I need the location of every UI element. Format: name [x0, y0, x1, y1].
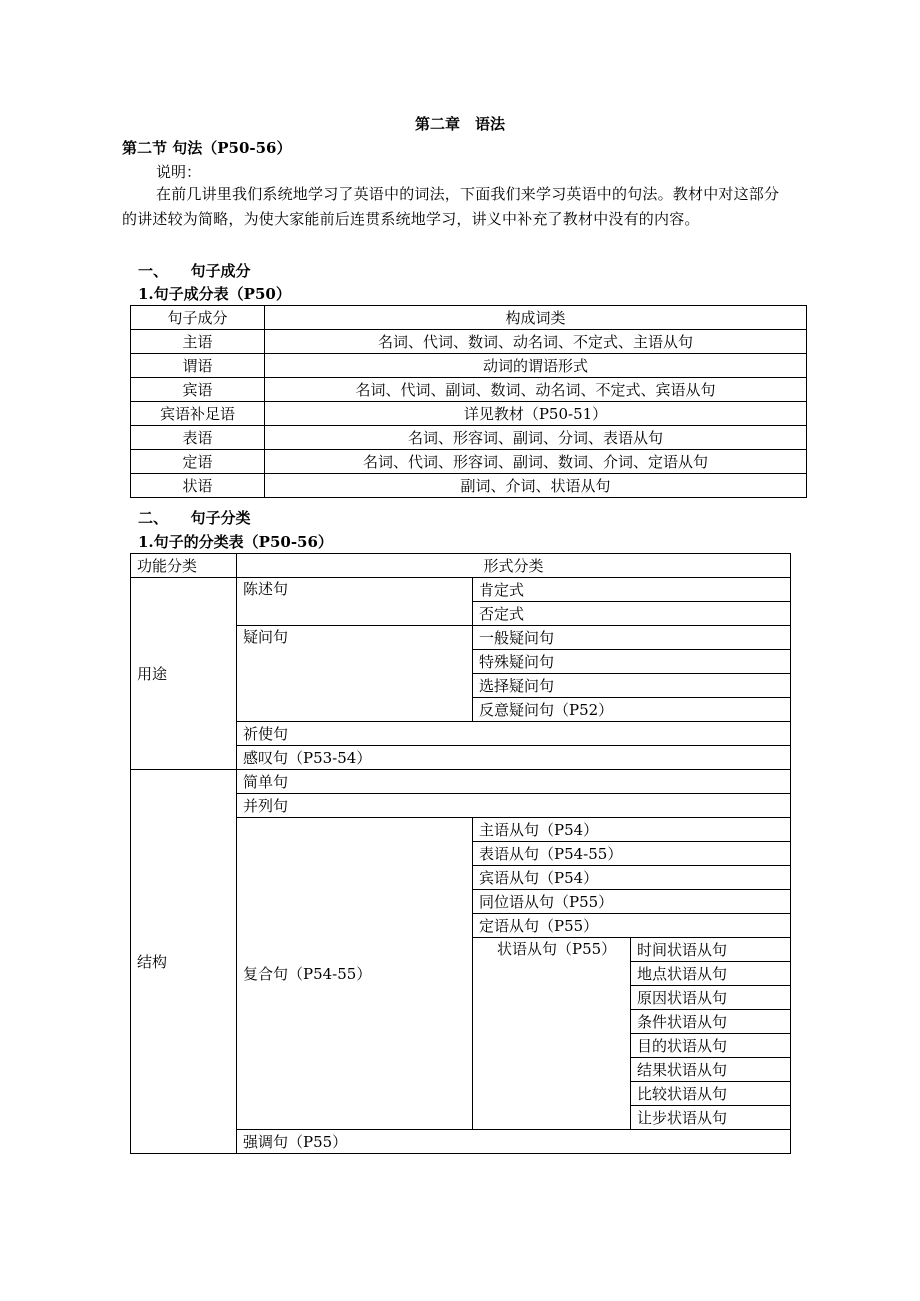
adverbial-type-cell: 比较状语从句 — [631, 1082, 791, 1106]
exclamatory-cell: 感叹句（P53-54） — [237, 746, 791, 770]
form-cell: 否定式 — [473, 602, 791, 626]
table-row — [131, 770, 791, 794]
chapter-title: 第二章 语法 — [414, 115, 505, 133]
table-row — [131, 354, 807, 378]
subheading-classification-table: 1.句子的分类表（P50-56） — [138, 533, 333, 551]
table-row — [131, 426, 807, 450]
clause-cell: 表语从句（P54-55） — [473, 842, 791, 866]
element-word-classes: 名词、代词、副词、数词、动名词、不定式、宾语从句 — [265, 378, 807, 402]
clause-cell: 主语从句（P54） — [473, 818, 791, 842]
sentence-classification-table — [130, 553, 791, 1154]
clause-cell: 同位语从句（P55） — [473, 890, 791, 914]
element-name: 表语 — [131, 426, 265, 450]
header-form: 形式分类 — [237, 554, 791, 578]
compound-sentence-cell: 并列句 — [237, 794, 791, 818]
category-use: 用途 — [131, 578, 237, 770]
interrogative-cell: 疑问句 — [237, 626, 473, 722]
clause-cell: 宾语从句（P54） — [473, 866, 791, 890]
sentence-elements-table — [130, 305, 807, 498]
header-cell: 句子成分 — [131, 306, 265, 330]
intro-paragraph: 在前几讲里我们系统地学习了英语中的词法，下面我们来学习英语中的句法。教材中对这部分的讲述较为简略，为使大家能前后连贯系统地学习，讲义中补充了教材中没有的内容。 — [122, 185, 780, 228]
declarative-cell: 陈述句 — [237, 578, 473, 626]
category-structure: 结构 — [131, 770, 237, 1154]
table-header-row — [131, 554, 791, 578]
table-header-row — [131, 306, 807, 330]
table-row — [131, 402, 807, 426]
form-cell: 特殊疑问句 — [473, 650, 791, 674]
adverbial-type-cell: 让步状语从句 — [631, 1106, 791, 1130]
form-cell: 一般疑问句 — [473, 626, 791, 650]
element-name: 定语 — [131, 450, 265, 474]
table-row — [131, 578, 791, 602]
adverbial-type-cell: 时间状语从句 — [631, 938, 791, 962]
table-row — [131, 378, 807, 402]
adverbial-type-cell: 结果状语从句 — [631, 1058, 791, 1082]
element-word-classes: 动词的谓语形式 — [265, 354, 807, 378]
element-word-classes: 详见教材（P50-51） — [265, 402, 807, 426]
complex-sentence-cell: 复合句（P54-55） — [237, 818, 473, 1130]
note-label: 说明： — [156, 163, 202, 181]
form-cell: 选择疑问句 — [473, 674, 791, 698]
subheading-elements-table: 1.句子成分表（P50） — [138, 285, 291, 303]
section-title: 第二节 句法（P50-56） — [122, 139, 292, 157]
clause-cell: 定语从句（P55） — [473, 914, 791, 938]
simple-sentence-cell: 简单句 — [237, 770, 791, 794]
element-word-classes: 名词、代词、形容词、副词、数词、介词、定语从句 — [265, 450, 807, 474]
header-cell: 构成词类 — [265, 306, 807, 330]
form-cell: 反意疑问句（P52） — [473, 698, 791, 722]
header-func: 功能分类 — [131, 554, 237, 578]
element-name: 宾语 — [131, 378, 265, 402]
table-row — [131, 474, 807, 498]
table-row — [131, 450, 807, 474]
imperative-cell: 祈使句 — [237, 722, 791, 746]
element-word-classes: 副词、介词、状语从句 — [265, 474, 807, 498]
form-cell: 肯定式 — [473, 578, 791, 602]
adverbial-type-cell: 条件状语从句 — [631, 1010, 791, 1034]
adverbial-type-cell: 目的状语从句 — [631, 1034, 791, 1058]
heading-sentence-classification: 二、 句子分类 — [138, 509, 251, 527]
adverbial-type-cell: 地点状语从句 — [631, 962, 791, 986]
adverbial-clause-cell: 状语从句（P55） — [473, 938, 631, 1130]
element-name: 宾语补足语 — [131, 402, 265, 426]
element-word-classes: 名词、代词、数词、动名词、不定式、主语从句 — [265, 330, 807, 354]
emphatic-sentence-cell: 强调句（P55） — [237, 1130, 791, 1154]
element-word-classes: 名词、形容词、副词、分词、表语从句 — [265, 426, 807, 450]
element-name: 谓语 — [131, 354, 265, 378]
heading-sentence-elements: 一、 句子成分 — [138, 262, 251, 280]
table-row — [131, 330, 807, 354]
element-name: 主语 — [131, 330, 265, 354]
element-name: 状语 — [131, 474, 265, 498]
adverbial-type-cell: 原因状语从句 — [631, 986, 791, 1010]
